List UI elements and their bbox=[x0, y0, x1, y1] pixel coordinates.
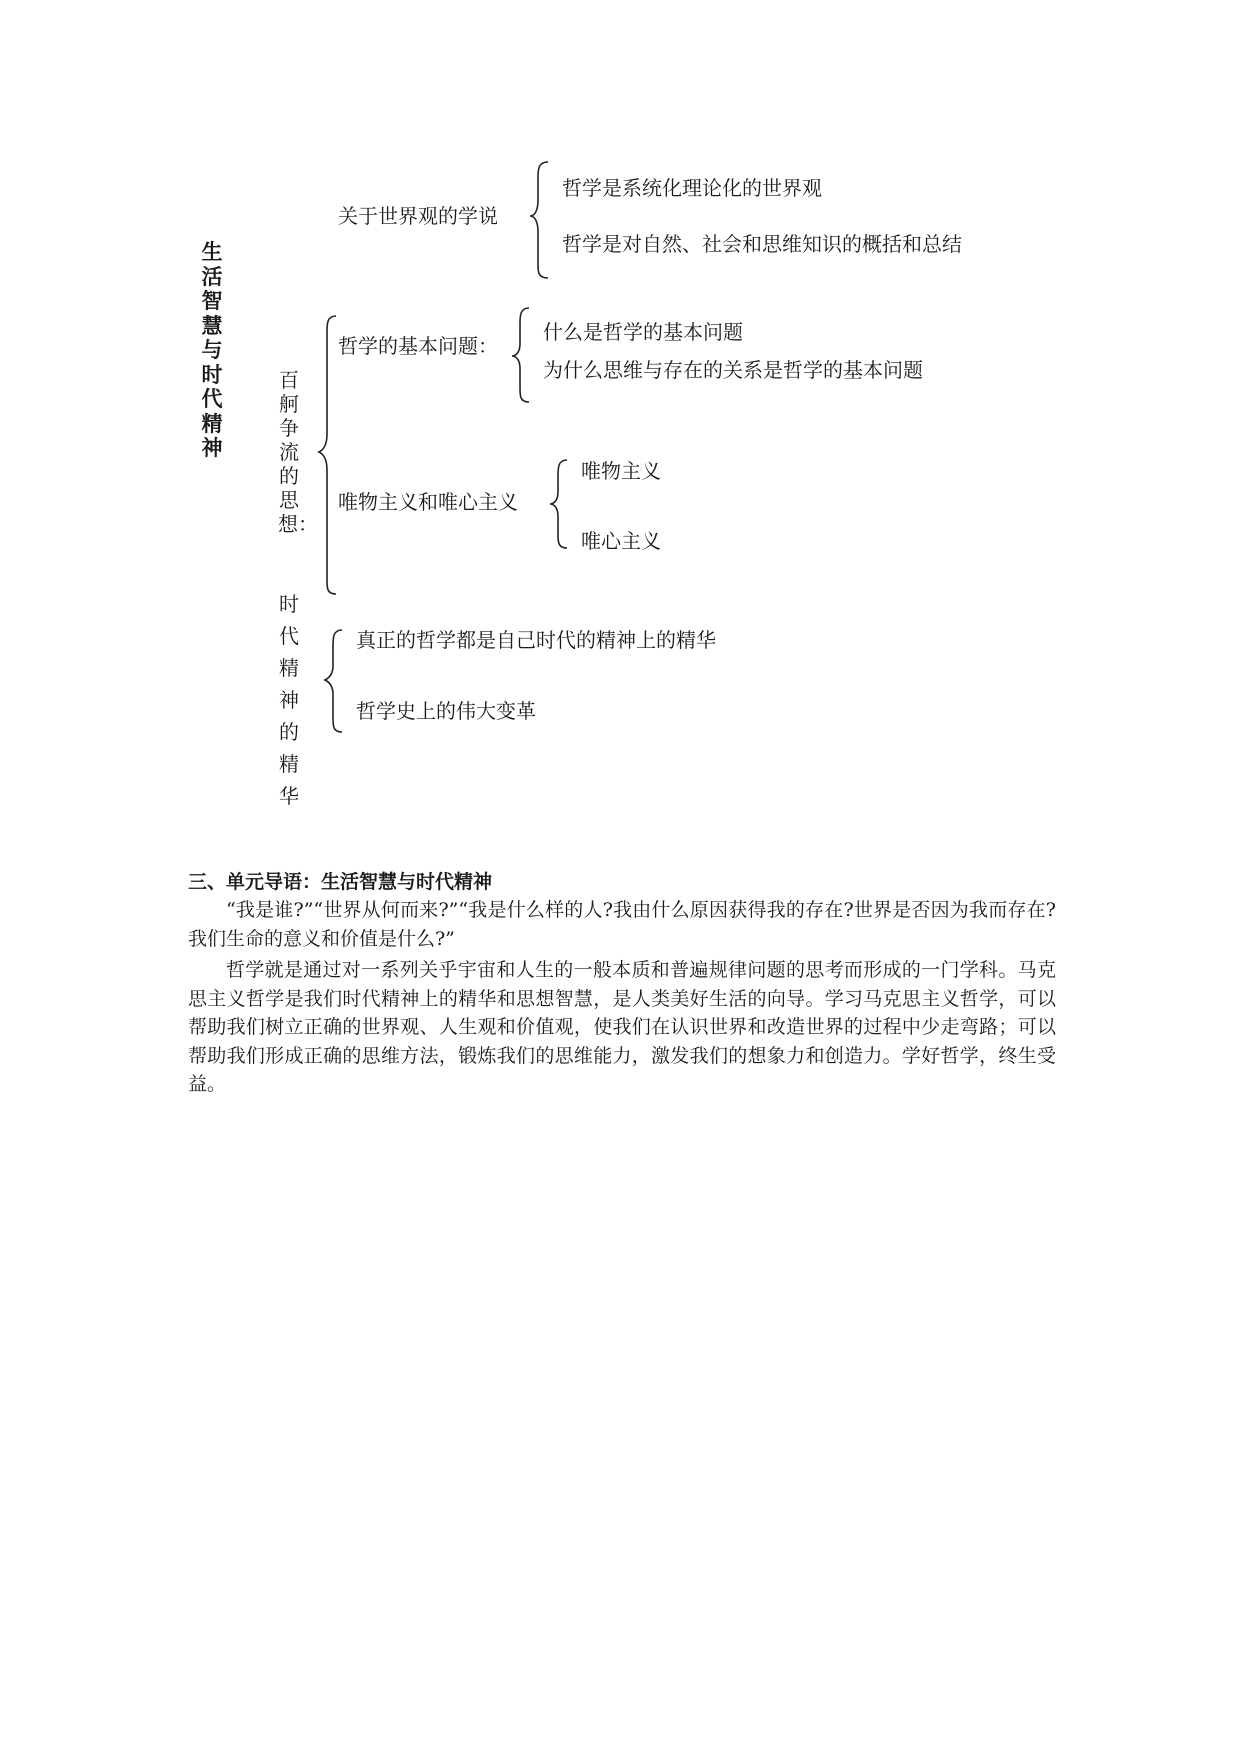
root-vertical-title: 生活智慧与时代精神 bbox=[201, 240, 223, 460]
essence-item-1: 真正的哲学都是自己时代的精神上的精华 bbox=[356, 628, 716, 652]
idealism-item: 唯心主义 bbox=[581, 529, 661, 553]
essence-item-2: 哲学史上的伟大变革 bbox=[356, 699, 536, 723]
basic-question-item-2: 为什么思维与存在的关系是哲学的基本问题 bbox=[543, 358, 923, 382]
worldview-item-1: 哲学是系统化理论化的世界观 bbox=[562, 176, 822, 200]
intro-paragraph-1: “我是谁?”“世界从何而来?”“我是什么样的人?我由什么原因获得我的存在?世界是否因为我而存在?我们生命的意义和价值是什么?” bbox=[188, 899, 1056, 950]
brace-schools bbox=[319, 316, 336, 594]
branch-essence-vertical-label: 时代精神的精华 bbox=[279, 592, 299, 808]
basic-question-item-1: 什么是哲学的基本问题 bbox=[543, 320, 743, 344]
branch-schools-vertical-label: 百舸争流的思想： bbox=[278, 368, 318, 536]
basic-question-label: 哲学的基本问题： bbox=[338, 334, 498, 358]
brace-worldview bbox=[530, 162, 548, 278]
materialism-item: 唯物主义 bbox=[581, 459, 661, 483]
intro-paragraph-2: 哲学就是通过对一系列关乎宇宙和人生的一般本质和普遍规律问题的思考而形成的一门学科。马克思主义哲学是我们时代精神上的精华和思想智慧，是人类美好生活的向导。学习马克思主义哲学，可以帮助我们树立正确的世界观、人生观和价值观，使我们在认识世界和改造世界的过程中少走弯路；可以帮助我们形成正确的思维方法，锻炼我们的思维能力，激发我们的想象力和创造力。学好哲学，终生受益。 bbox=[188, 959, 1056, 1095]
section-heading: 三、单元导语：生活智慧与时代精神 bbox=[188, 871, 493, 893]
isms-label: 唯物主义和唯心主义 bbox=[338, 490, 518, 514]
branch-worldview-label: 关于世界观的学说 bbox=[338, 204, 498, 228]
worldview-item-2: 哲学是对自然、社会和思维知识的概括和总结 bbox=[562, 232, 962, 256]
brace-isms bbox=[550, 460, 567, 548]
brace-basic-question bbox=[512, 308, 529, 402]
brace-essence bbox=[325, 630, 342, 732]
